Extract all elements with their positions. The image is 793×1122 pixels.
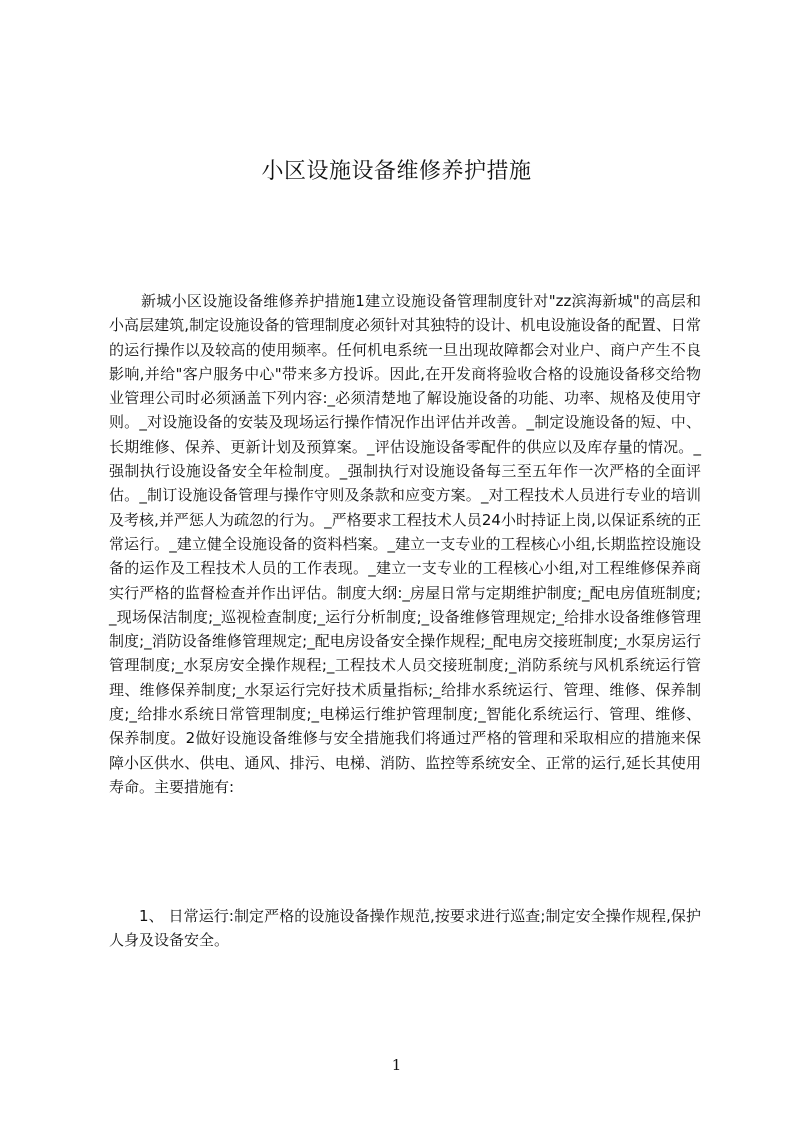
body-paragraph: 新城小区设施设备维修养护措施1建立设施设备管理制度针对"zz滨海新城"的高层和小高层建筑,制定设施设备的管理制度必须针对其独特的设计、机电设施设备的配置、日常的运行操作以及较高的使用频率。任何机电系统一旦出现故障都会对业户、商户产生不良影响,并给"客户服务中心"带来多方投诉。因此,在开发商将验收合格的设施设备移交给物业管理公司时必须涵盖下列内容:_必须清楚地了解设施设备的功能、功率、规格及使用守则。_对设施设备的安装及现场运行操作情况作出评估并改善。_制定设施设备的短、中、长期维修、保养、更新计划及预算案。_评估设施设备零配件的供应以及库存量的情况。_强制执行设施设备安全年检制度。_强制执行对设施设备每三至五年作一次严格的全面评估。_制订设施设备管理与操作守则及条款和应变方案。_对工程技术人员进行专业的培训及考核,并严惩人为疏忽的行为。_严格要求工程技术人员24小时持证上岗,以保证系统的正常运行。_建立健全设施设备的资料档案。_建立一支专业的工程核心小组,长期监控设施设备的运作及工程技术人员的工作表现。_建立一支专业的工程核心小组,对工程维修保养商实行严格的监督检查并作出评估。制度大纲:_房屋日常与定期维护制度;_配电房值班制度;_现场保洁制度;_巡视检查制度;_运行分析制度;_设备维修管理规定;_给排水设备维修管理制度;_消防设备维修管理规定;_配电房设备安全操作规程;_配电房交接班制度;_水泵房运行管理制度;_水泵房安全操作规程;_工程技术人员交接班制度;_消防系统与风机系统运行管理、维修保养制度;_水泵运行完好技术质量指标;_给排水系统运行、管理、维修、保养制度;_给排水系统日常管理制度;_电梯运行维护管理制度;_智能化系统运行、管理、维修、保养制度。2做好设施设备维修与安全措施我们将通过严格的管理和采取相应的措施来保障小区供水、供电、通风、排污、电梯、消防、监控等系统安全、正常的运行,延长其使用寿命。主要措施有: (109, 292, 701, 796)
numbered-list-item: 1、 日常运行:制定严格的设施设备操作规范,按要求进行巡查;制定安全操作规程,保护人身及设备安全。 (109, 907, 701, 950)
document-title: 小区设施设备维修养护措施 (261, 158, 532, 184)
page-number: 1 (391, 1056, 402, 1074)
